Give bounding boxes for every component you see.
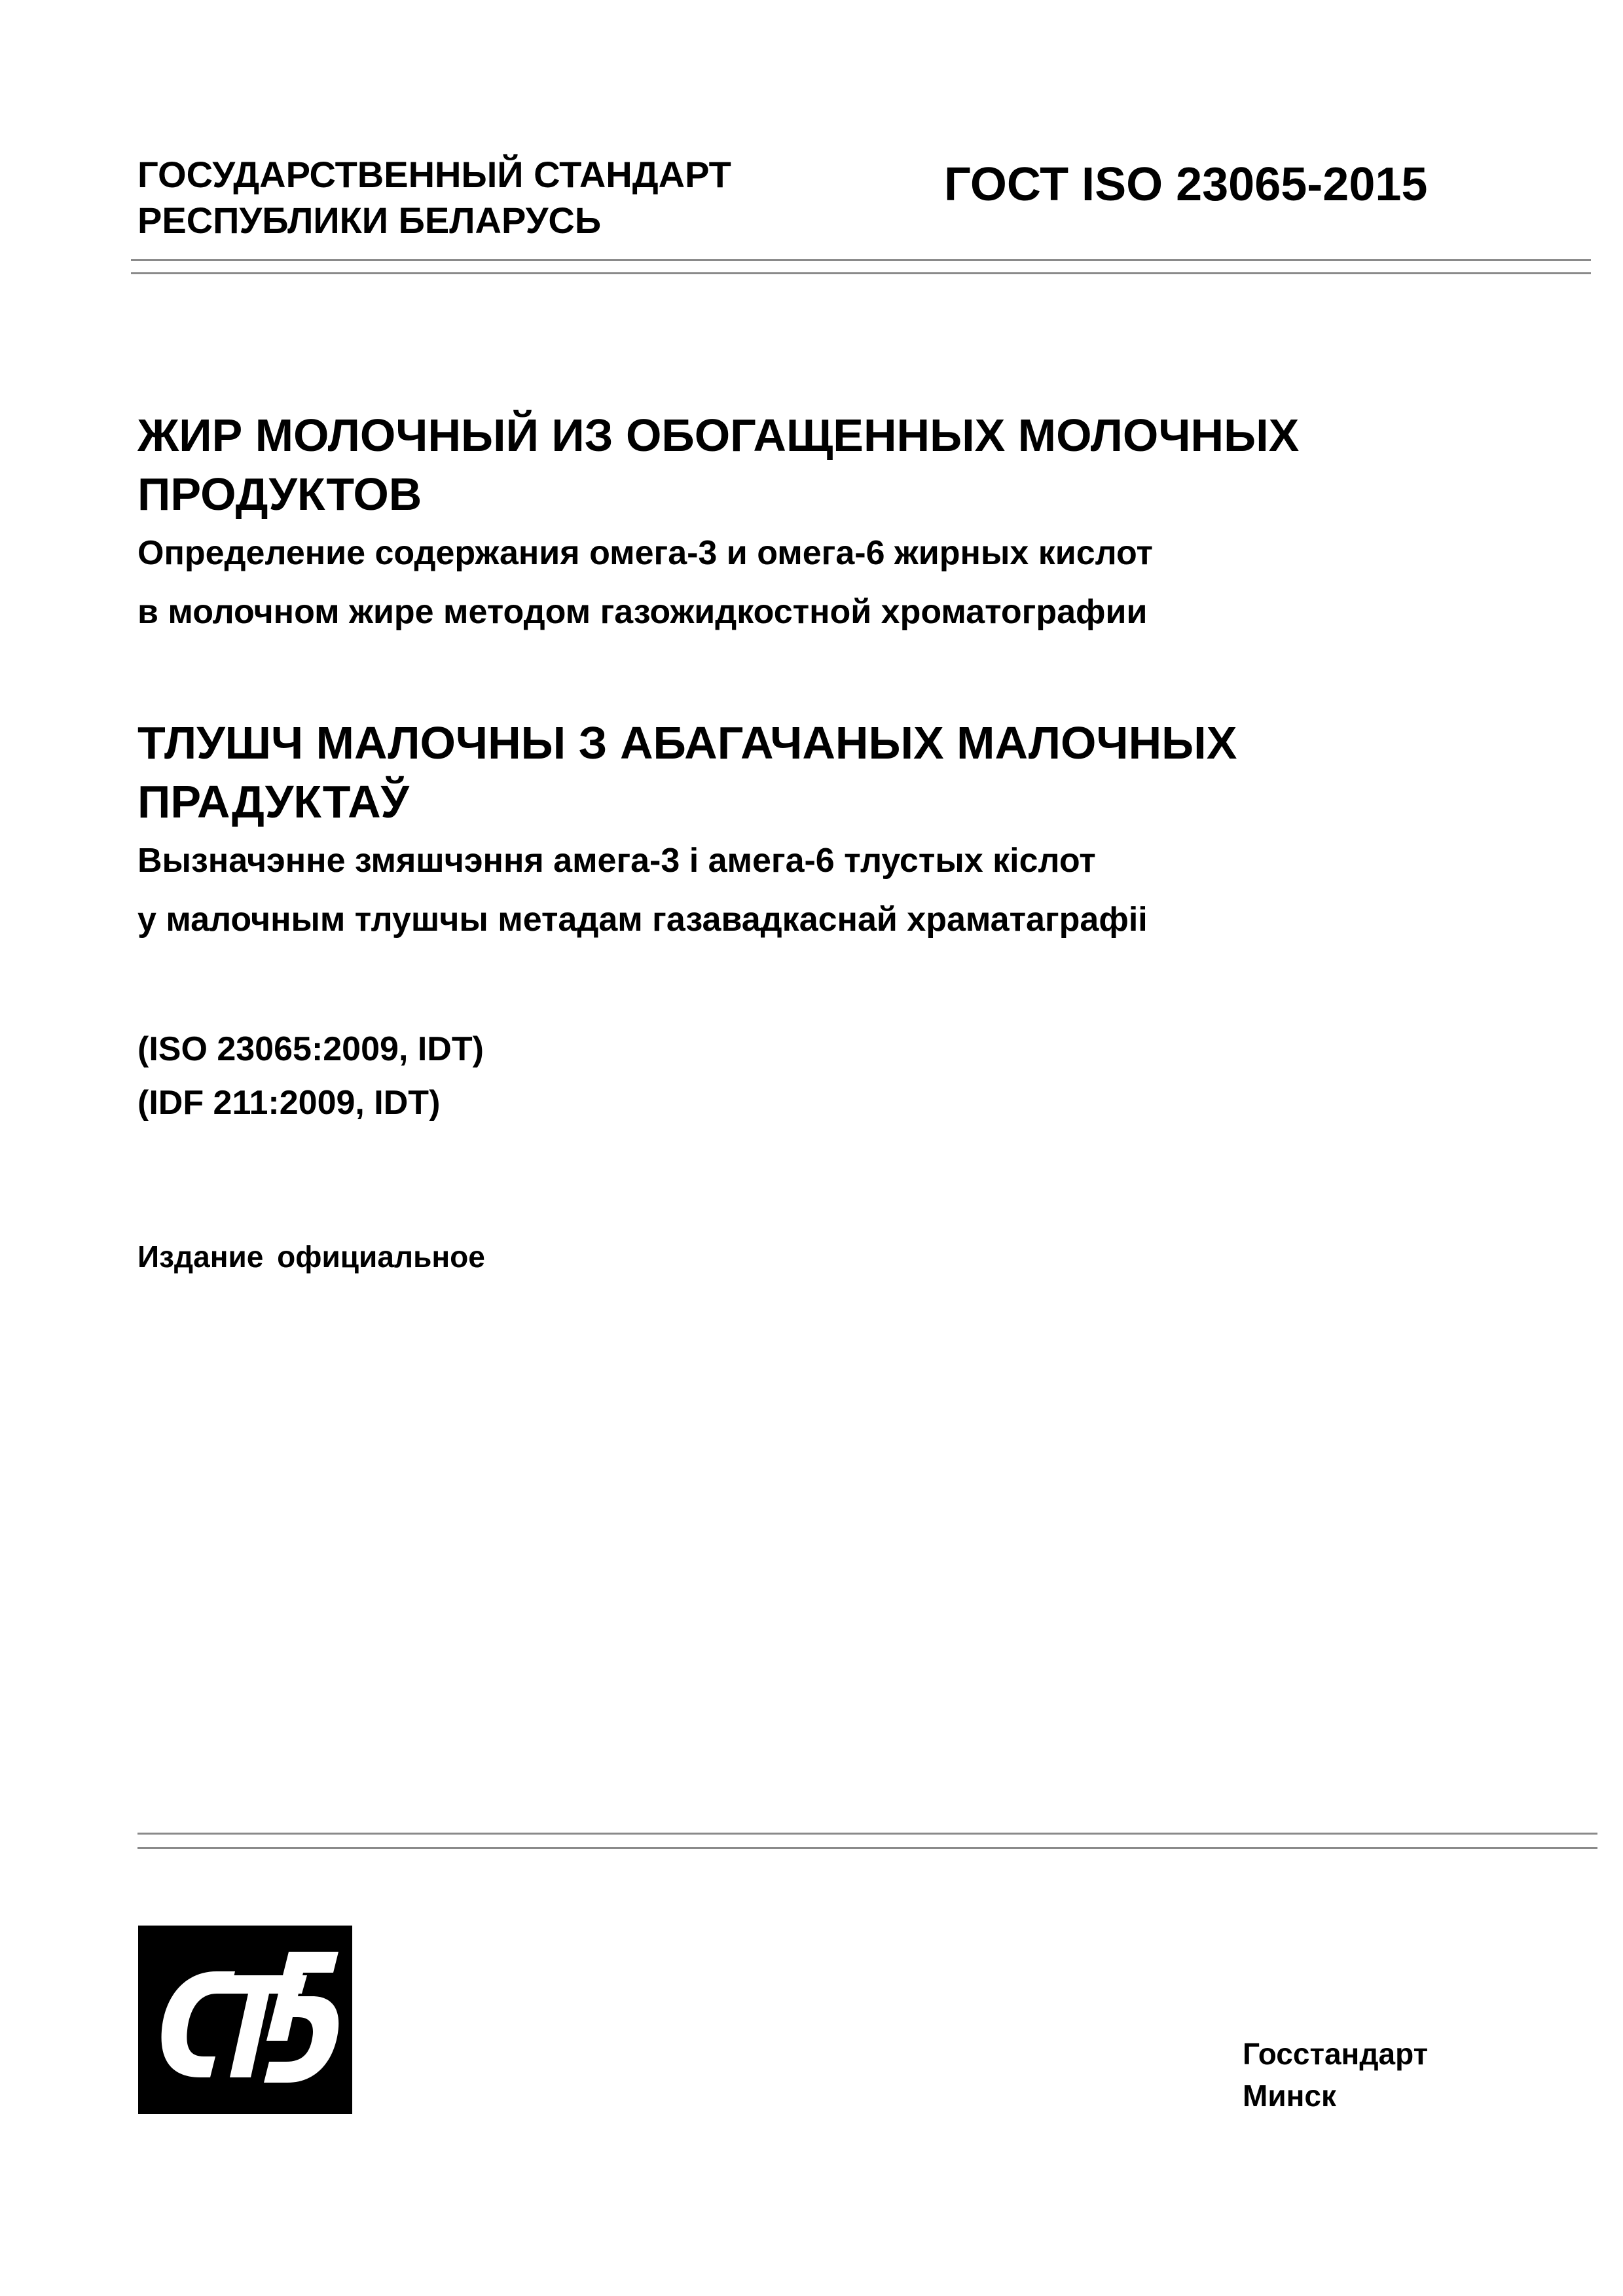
title-ru-sub-line-1: Определение содержания омега-3 и омега-6 жирных кислот [137, 534, 1153, 572]
header-rule-top [131, 259, 1591, 261]
iso-reference: (ISO 23065:2009, IDT) [137, 1030, 484, 1068]
standard-type [137, 152, 731, 243]
title-ru-main-line-2: ПРОДУКТОВ [137, 469, 422, 520]
header-rule-bottom [131, 272, 1591, 274]
publisher-city: Минск [1243, 2079, 1336, 2113]
footer-rule-bottom [137, 1847, 1597, 1849]
idf-reference: (IDF 211:2009, IDT) [137, 1084, 441, 1122]
international-references [137, 1022, 484, 1130]
standard-type-line-2: РЕСПУБЛИКИ БЕЛАРУСЬ [137, 200, 602, 241]
title-by-sub [137, 831, 1148, 949]
publisher-name: Госстандарт [1243, 2037, 1429, 2071]
title-by-main-line-1: ТЛУШЧ МАЛОЧНЫ З АБАГАЧАНЫХ МАЛОЧНЫХ [137, 717, 1237, 768]
title-by-sub-line-2: у малочным тлушчы метадам газавадкаснай храматаграфіі [137, 901, 1148, 939]
title-ru-main [137, 406, 1299, 524]
title-ru-sub [137, 524, 1153, 641]
standard-designation: ГОСТ ISO 23065-2015 [944, 158, 1428, 211]
publisher [1243, 2033, 1428, 2117]
title-ru-sub-line-2: в молочном жире методом газожидкостной хроматографии [137, 593, 1148, 631]
footer-rule-top [137, 1833, 1597, 1835]
title-by-main-line-2: ПРАДУКТАЎ [137, 776, 410, 827]
stb-logo-icon [138, 1926, 352, 2114]
title-by-main [137, 713, 1237, 831]
edition-label: Издание официальное [137, 1240, 485, 1274]
standard-type-line-1: ГОСУДАРСТВЕННЫЙ СТАНДАРТ [137, 154, 731, 195]
title-by-sub-line-1: Вызначэнне змяшчэння амега-3 і амега-6 тлустых кіслот [137, 842, 1096, 880]
title-ru-main-line-1: ЖИР МОЛОЧНЫЙ ИЗ ОБОГАЩЕННЫХ МОЛОЧНЫХ [137, 410, 1300, 461]
